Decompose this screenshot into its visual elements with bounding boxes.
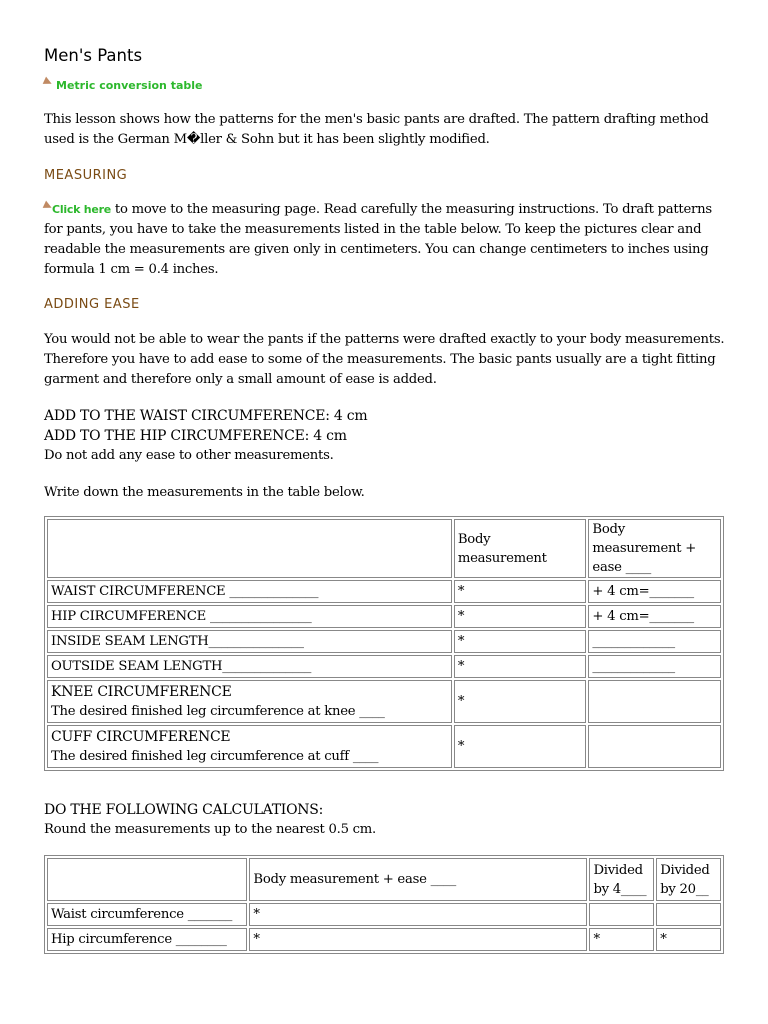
ease-instructions [44,406,726,466]
ease-cell: + 4 cm=_______ [588,605,721,628]
table-header-row [47,858,721,901]
table-row [47,655,721,678]
arrow-bullet-icon [43,77,54,88]
row-label: INSIDE SEAM LENGTH_______________ [47,630,452,653]
waist-ease-line: ADD TO THE WAIST CIRCUMFERENCE: 4 cm [44,408,368,424]
measurements-table [44,516,724,771]
body-cell: * [454,580,587,603]
no-ease-note: Do not add any ease to other measurements. [44,448,334,463]
ease-cell [588,725,721,768]
header-cell: Divided by 4____ [589,858,654,901]
table-row [47,680,721,723]
header-cell: Divided by 20__ [656,858,721,901]
body-cell: * [454,605,587,628]
body-cell: * [454,655,587,678]
table-row [47,605,721,628]
row-label: Waist circumference _______ [47,903,247,926]
div20-cell [656,903,721,926]
header-cell: Body measurement + ease ____ [588,519,721,578]
measuring-paragraph [44,200,726,280]
body-cell: * [454,725,587,768]
header-cell [47,858,247,901]
measuring-text: to move to the measuring page. Read carefully the measuring instructions. To draft patterns for pants, you have to take the measurements listed in the table below. To keep the pictures clear and readable the measurements are given only in centimeters. You can change centimeters to inches using formula 1 cm = 0.4 inches. [44,202,712,277]
adding-ease-heading: ADDING EASE [44,297,140,312]
metric-link-row[interactable] [44,76,203,96]
div4-cell: * [589,928,654,951]
body-cell: * [454,630,587,653]
row-label: WAIST CIRCUMFERENCE ______________ [47,580,452,603]
hip-ease-line: ADD TO THE HIP CIRCUMFERENCE: 4 cm [44,428,347,444]
row-label: OUTSIDE SEAM LENGTH______________ [47,655,452,678]
table-row [47,630,721,653]
row-label: Hip circumference ________ [47,928,247,951]
ease-cell: _____________ [588,630,721,653]
measuring-heading: MEASURING [44,168,128,183]
table-row [47,725,721,768]
table-header-row [47,519,721,578]
value-cell: * [249,928,587,951]
div20-cell: * [656,928,721,951]
body-cell: * [454,680,587,723]
row-sublabel: The desired finished leg circumference at cuff ____ [51,748,379,764]
row-label-cell [47,680,452,723]
ease-cell: + 4 cm=_______ [588,580,721,603]
metric-conversion-link[interactable]: Metric conversion table [56,79,203,92]
table-row [47,903,721,926]
header-cell [47,519,452,578]
calculations-heading: DO THE FOLLOWING CALCULATIONS: [44,802,324,818]
table-row [47,580,721,603]
row-sublabel: The desired finished leg circumference at knee ____ [51,703,385,719]
header-cell: Body measurement [454,519,587,578]
table-row [47,928,721,951]
intro-paragraph: This lesson shows how the patterns for the men's basic pants are drafted. The pattern drafting method used is the German M�ller & Sohn but it has been slightly modified. [44,112,709,147]
row-label-cell [47,725,452,768]
ease-paragraph: You would not be able to wear the pants if the patterns were drafted exactly to your body measurements. Therefore you have to add ease to some of the measurements. The basic pants usually are a tight fitting garment and therefore only a small amount of ease is added. [44,332,725,387]
calculations-section [44,800,726,840]
ease-cell: _____________ [588,655,721,678]
ease-cell [588,680,721,723]
page-title: Men's Pants [44,46,143,65]
row-label: CUFF CIRCUMFERENCE [51,728,231,745]
rounding-note: Round the measurements up to the nearest 0.5 cm. [44,822,377,837]
calculations-table [44,855,724,954]
value-cell: * [249,903,587,926]
header-cell: Body measurement + ease ____ [249,858,587,901]
click-here-link[interactable]: Click here [52,203,111,216]
write-down-note: Write down the measurements in the table below. [44,485,365,500]
row-label: HIP CIRCUMFERENCE ________________ [47,605,452,628]
div4-cell [589,903,654,926]
row-label: KNEE CIRCUMFERENCE [51,683,232,700]
